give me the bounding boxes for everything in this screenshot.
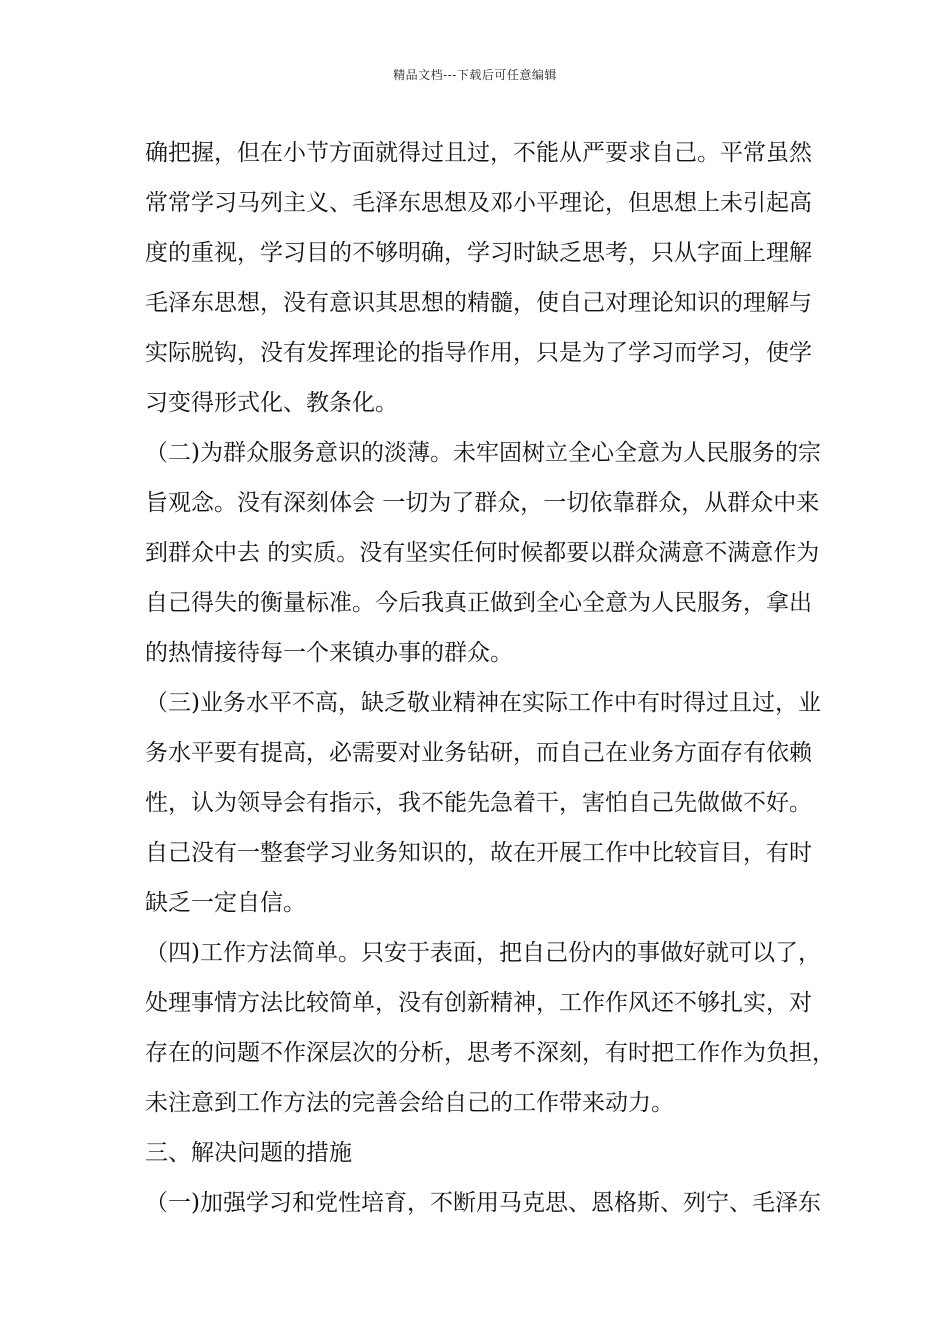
text-line: 毛泽东思想，没有意识其思想的精髓，使自己对理论知识的理解与 bbox=[145, 290, 812, 316]
text-line: 度的重视，学习目的不够明确，学习时缺乏思考，只从字面上理解 bbox=[145, 240, 812, 266]
text-line: 自己得失的衡量标准。今后我真正做到全心全意为人民服务，拿出 bbox=[145, 590, 812, 616]
text-line: 的热情接待每一个来镇办事的群众。 bbox=[145, 640, 513, 666]
section-heading: 三、解决问题的措施 bbox=[145, 1140, 352, 1166]
text-line: 性，认为领导会有指示，我不能先急着干，害怕自己先做做不好。 bbox=[145, 790, 812, 816]
document-body bbox=[145, 128, 835, 1228]
text-line: 自己没有一整套学习业务知识的，故在开展工作中比较盲目，有时 bbox=[145, 840, 812, 866]
text-line: 缺乏一定自信。 bbox=[145, 890, 306, 916]
text-line: 存在的问题不作深层次的分析，思考不深刻，有时把工作作为负担， bbox=[145, 1040, 835, 1066]
text-line: 未注意到工作方法的完善会给自己的工作带来动力。 bbox=[145, 1090, 674, 1116]
text-line: 到群众中去 的实质。没有坚实任何时候都要以群众满意不满意作为 bbox=[145, 540, 820, 566]
text-line: 实际脱钩，没有发挥理论的指导作用，只是为了学习而学习，使学 bbox=[145, 340, 812, 366]
text-line: （二)为群众服务意识的淡薄。未牢固树立全心全意为人民服务的宗 bbox=[145, 440, 821, 466]
text-line: 确把握，但在小节方面就得过且过，不能从严要求自己。平常虽然 bbox=[145, 140, 812, 166]
text-line: 务水平要有提高，必需要对业务钻研，而自己在业务方面存有依赖 bbox=[145, 740, 812, 766]
text-line: （一)加强学习和党性培育，不断用马克思、恩格斯、列宁、毛泽东 bbox=[145, 1190, 821, 1216]
text-line: 常常学习马列主义、毛泽东思想及邓小平理论，但思想上未引起高 bbox=[145, 190, 812, 216]
text-line: 习变得形式化、教条化。 bbox=[145, 390, 398, 416]
text-line: （三)业务水平不高，缺乏敬业精神在实际工作中有时得过且过，业 bbox=[145, 690, 821, 716]
text-line: 旨观念。没有深刻体会 一切为了群众，一切依靠群众，从群众中来 bbox=[145, 490, 820, 516]
text-line: （四)工作方法简单。只安于表面，把自己份内的事做好就可以了， bbox=[145, 940, 821, 966]
text-line: 处理事情方法比较简单，没有创新精神，工作作风还不够扎实，对 bbox=[145, 990, 812, 1016]
page-header: 精品文档---下载后可任意编辑 bbox=[393, 68, 557, 82]
